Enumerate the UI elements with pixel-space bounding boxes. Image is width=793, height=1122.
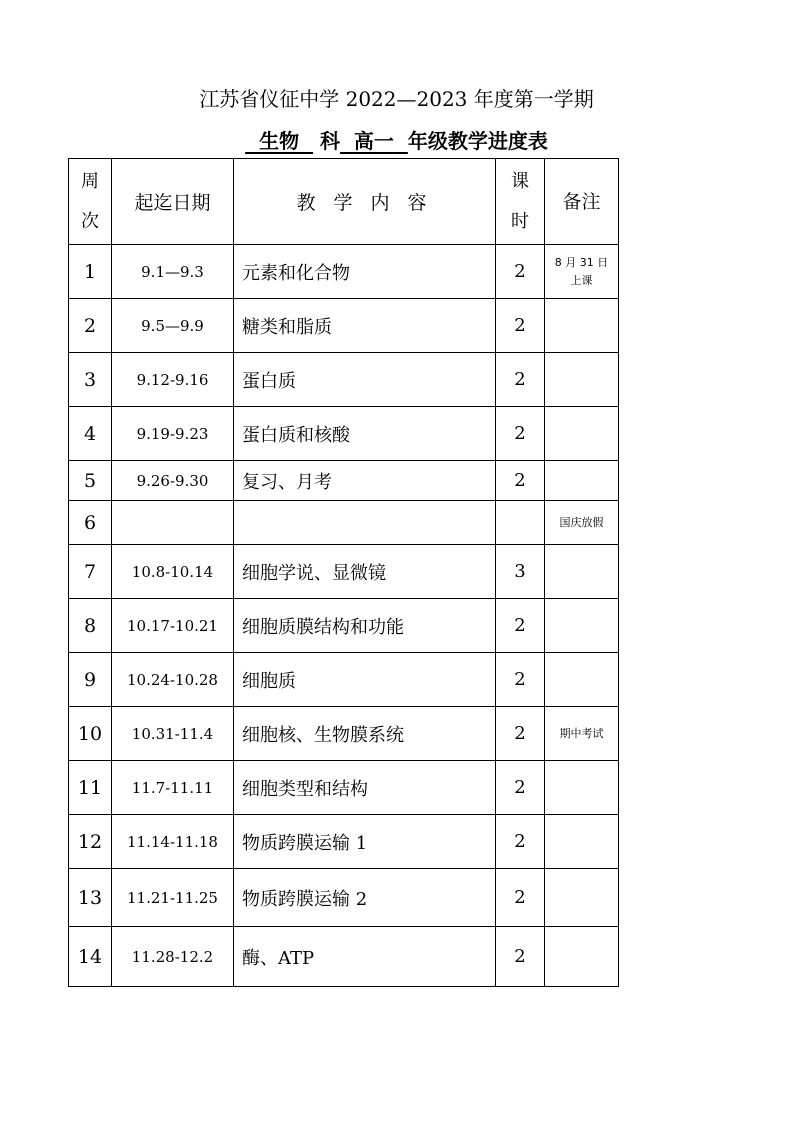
content-cell: 细胞质 [234, 653, 496, 707]
hours-cell: 2 [496, 407, 545, 461]
note-cell [545, 299, 619, 353]
table-body [69, 245, 619, 987]
content-cell: 糖类和脂质 [234, 299, 496, 353]
date-cell: 9.1—9.3 [112, 245, 234, 299]
week-cell: 13 [69, 869, 112, 927]
hours-cell: 2 [496, 245, 545, 299]
hours-cell: 2 [496, 599, 545, 653]
hours-cell: 2 [496, 869, 545, 927]
table-row [69, 501, 619, 545]
table-row [69, 653, 619, 707]
date-cell [112, 501, 234, 545]
content-cell: 物质跨膜运输 2 [234, 869, 496, 927]
note-cell [545, 501, 619, 545]
date-cell: 10.24-10.28 [112, 653, 234, 707]
table-row [69, 299, 619, 353]
hours-cell: 2 [496, 299, 545, 353]
week-cell: 2 [69, 299, 112, 353]
header-content: 教 学 内 容 [234, 159, 496, 245]
note-cell [545, 653, 619, 707]
note-cell [545, 407, 619, 461]
note-cell [545, 545, 619, 599]
hours-cell: 2 [496, 707, 545, 761]
week-cell: 11 [69, 761, 112, 815]
date-cell: 9.26-9.30 [112, 461, 234, 501]
week-cell: 8 [69, 599, 112, 653]
content-cell: 细胞类型和结构 [234, 761, 496, 815]
note-line: 上课 [570, 273, 593, 287]
subject-label: 生物 [259, 129, 300, 153]
table-row [69, 353, 619, 407]
note-cell [545, 461, 619, 501]
hours-cell: 2 [496, 353, 545, 407]
content-cell: 细胞核、生物膜系统 [234, 707, 496, 761]
table-row [69, 599, 619, 653]
content-cell: 酶、ATP [234, 927, 496, 987]
header-hours: 课 时 [496, 159, 545, 245]
date-cell: 9.5—9.9 [112, 299, 234, 353]
content-cell: 细胞质膜结构和功能 [234, 599, 496, 653]
subject-suffix: 科 [319, 129, 340, 153]
note-cell [545, 707, 619, 761]
table-row [69, 545, 619, 599]
date-cell: 11.14-11.18 [112, 815, 234, 869]
hours-cell: 2 [496, 761, 545, 815]
week-cell: 14 [69, 927, 112, 987]
note-cell [545, 761, 619, 815]
table-row [69, 761, 619, 815]
hours-cell [496, 501, 545, 545]
content-cell: 蛋白质和核酸 [234, 407, 496, 461]
header-week: 周 次 [69, 159, 112, 245]
content-cell [234, 501, 496, 545]
note-line: 期中考试 [559, 726, 604, 740]
note-cell [545, 353, 619, 407]
schedule-table [68, 158, 619, 987]
table-row [69, 461, 619, 501]
table-row [69, 927, 619, 987]
table-row [69, 245, 619, 299]
header-date: 起迄日期 [112, 159, 234, 245]
date-cell: 10.8-10.14 [112, 545, 234, 599]
note-line: 8 月 31 日 [554, 255, 609, 269]
grade-label: 高一 [353, 129, 394, 153]
week-cell: 7 [69, 545, 112, 599]
week-cell: 5 [69, 461, 112, 501]
date-cell: 9.12-9.16 [112, 353, 234, 407]
week-cell: 1 [69, 245, 112, 299]
hours-cell: 2 [496, 653, 545, 707]
table-header-row [69, 159, 619, 245]
document-title: 江苏省仪征中学 2022—2023 年度第一学期 [199, 87, 594, 111]
date-cell: 9.19-9.23 [112, 407, 234, 461]
week-cell: 3 [69, 353, 112, 407]
week-cell: 10 [69, 707, 112, 761]
note-cell [545, 927, 619, 987]
date-cell: 10.17-10.21 [112, 599, 234, 653]
week-cell: 4 [69, 407, 112, 461]
content-cell: 细胞学说、显微镜 [234, 545, 496, 599]
table-row [69, 869, 619, 927]
hours-cell: 2 [496, 927, 545, 987]
header-note: 备注 [545, 159, 619, 245]
schedule-subtitle [0, 126, 793, 156]
note-line: 国庆放假 [559, 515, 604, 529]
date-cell: 10.31-11.4 [112, 707, 234, 761]
content-cell: 物质跨膜运输 1 [234, 815, 496, 869]
week-cell: 6 [69, 501, 112, 545]
hours-cell: 2 [496, 815, 545, 869]
note-cell [545, 869, 619, 927]
note-cell [545, 815, 619, 869]
hours-cell: 2 [496, 461, 545, 501]
content-cell: 元素和化合物 [234, 245, 496, 299]
week-cell: 12 [69, 815, 112, 869]
table-row [69, 407, 619, 461]
subtitle-suffix: 年级教学进度表 [407, 129, 548, 153]
hours-cell: 3 [496, 545, 545, 599]
date-cell: 11.28-12.2 [112, 927, 234, 987]
table-row [69, 707, 619, 761]
week-cell: 9 [69, 653, 112, 707]
content-cell: 蛋白质 [234, 353, 496, 407]
content-cell: 复习、月考 [234, 461, 496, 501]
note-cell [545, 245, 619, 299]
note-cell [545, 599, 619, 653]
date-cell: 11.7-11.11 [112, 761, 234, 815]
date-cell: 11.21-11.25 [112, 869, 234, 927]
table-row [69, 815, 619, 869]
